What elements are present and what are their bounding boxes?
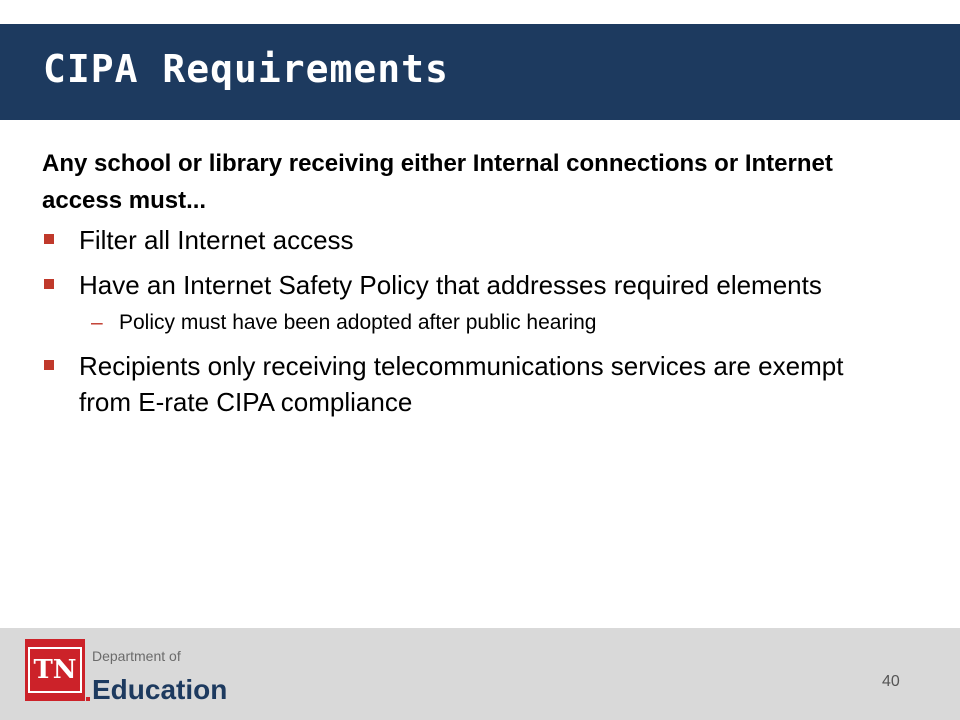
bullet-text: Filter all Internet access bbox=[79, 225, 354, 255]
tn-logo-letters: TN bbox=[28, 647, 82, 693]
slide-title: CIPA Requirements bbox=[43, 47, 449, 91]
tn-logo bbox=[25, 639, 85, 701]
bullet-item bbox=[42, 267, 892, 303]
slide-content bbox=[42, 145, 892, 429]
square-bullet-icon bbox=[44, 279, 54, 289]
education-label: Education bbox=[92, 674, 228, 705]
department-label: Department of bbox=[92, 648, 181, 664]
bullet-list bbox=[42, 222, 892, 420]
logo-dot-icon bbox=[86, 697, 90, 701]
square-bullet-icon bbox=[44, 234, 54, 244]
bullet-item bbox=[42, 348, 892, 420]
dash-bullet-icon: – bbox=[91, 311, 103, 334]
bullet-text: Recipients only receiving telecommunications services are exempt from E-rate CIPA compliance bbox=[79, 351, 844, 417]
square-bullet-icon bbox=[44, 360, 54, 370]
bullet-item bbox=[42, 222, 892, 258]
sub-bullet-item bbox=[42, 308, 892, 338]
intro-text: Any school or library receiving either Internal connections or Internet access must... bbox=[42, 150, 833, 214]
sub-bullet-text: Policy must have been adopted after public hearing bbox=[119, 311, 597, 334]
page-number: 40 bbox=[882, 673, 900, 690]
bullet-text: Have an Internet Safety Policy that addresses required elements bbox=[79, 270, 822, 300]
